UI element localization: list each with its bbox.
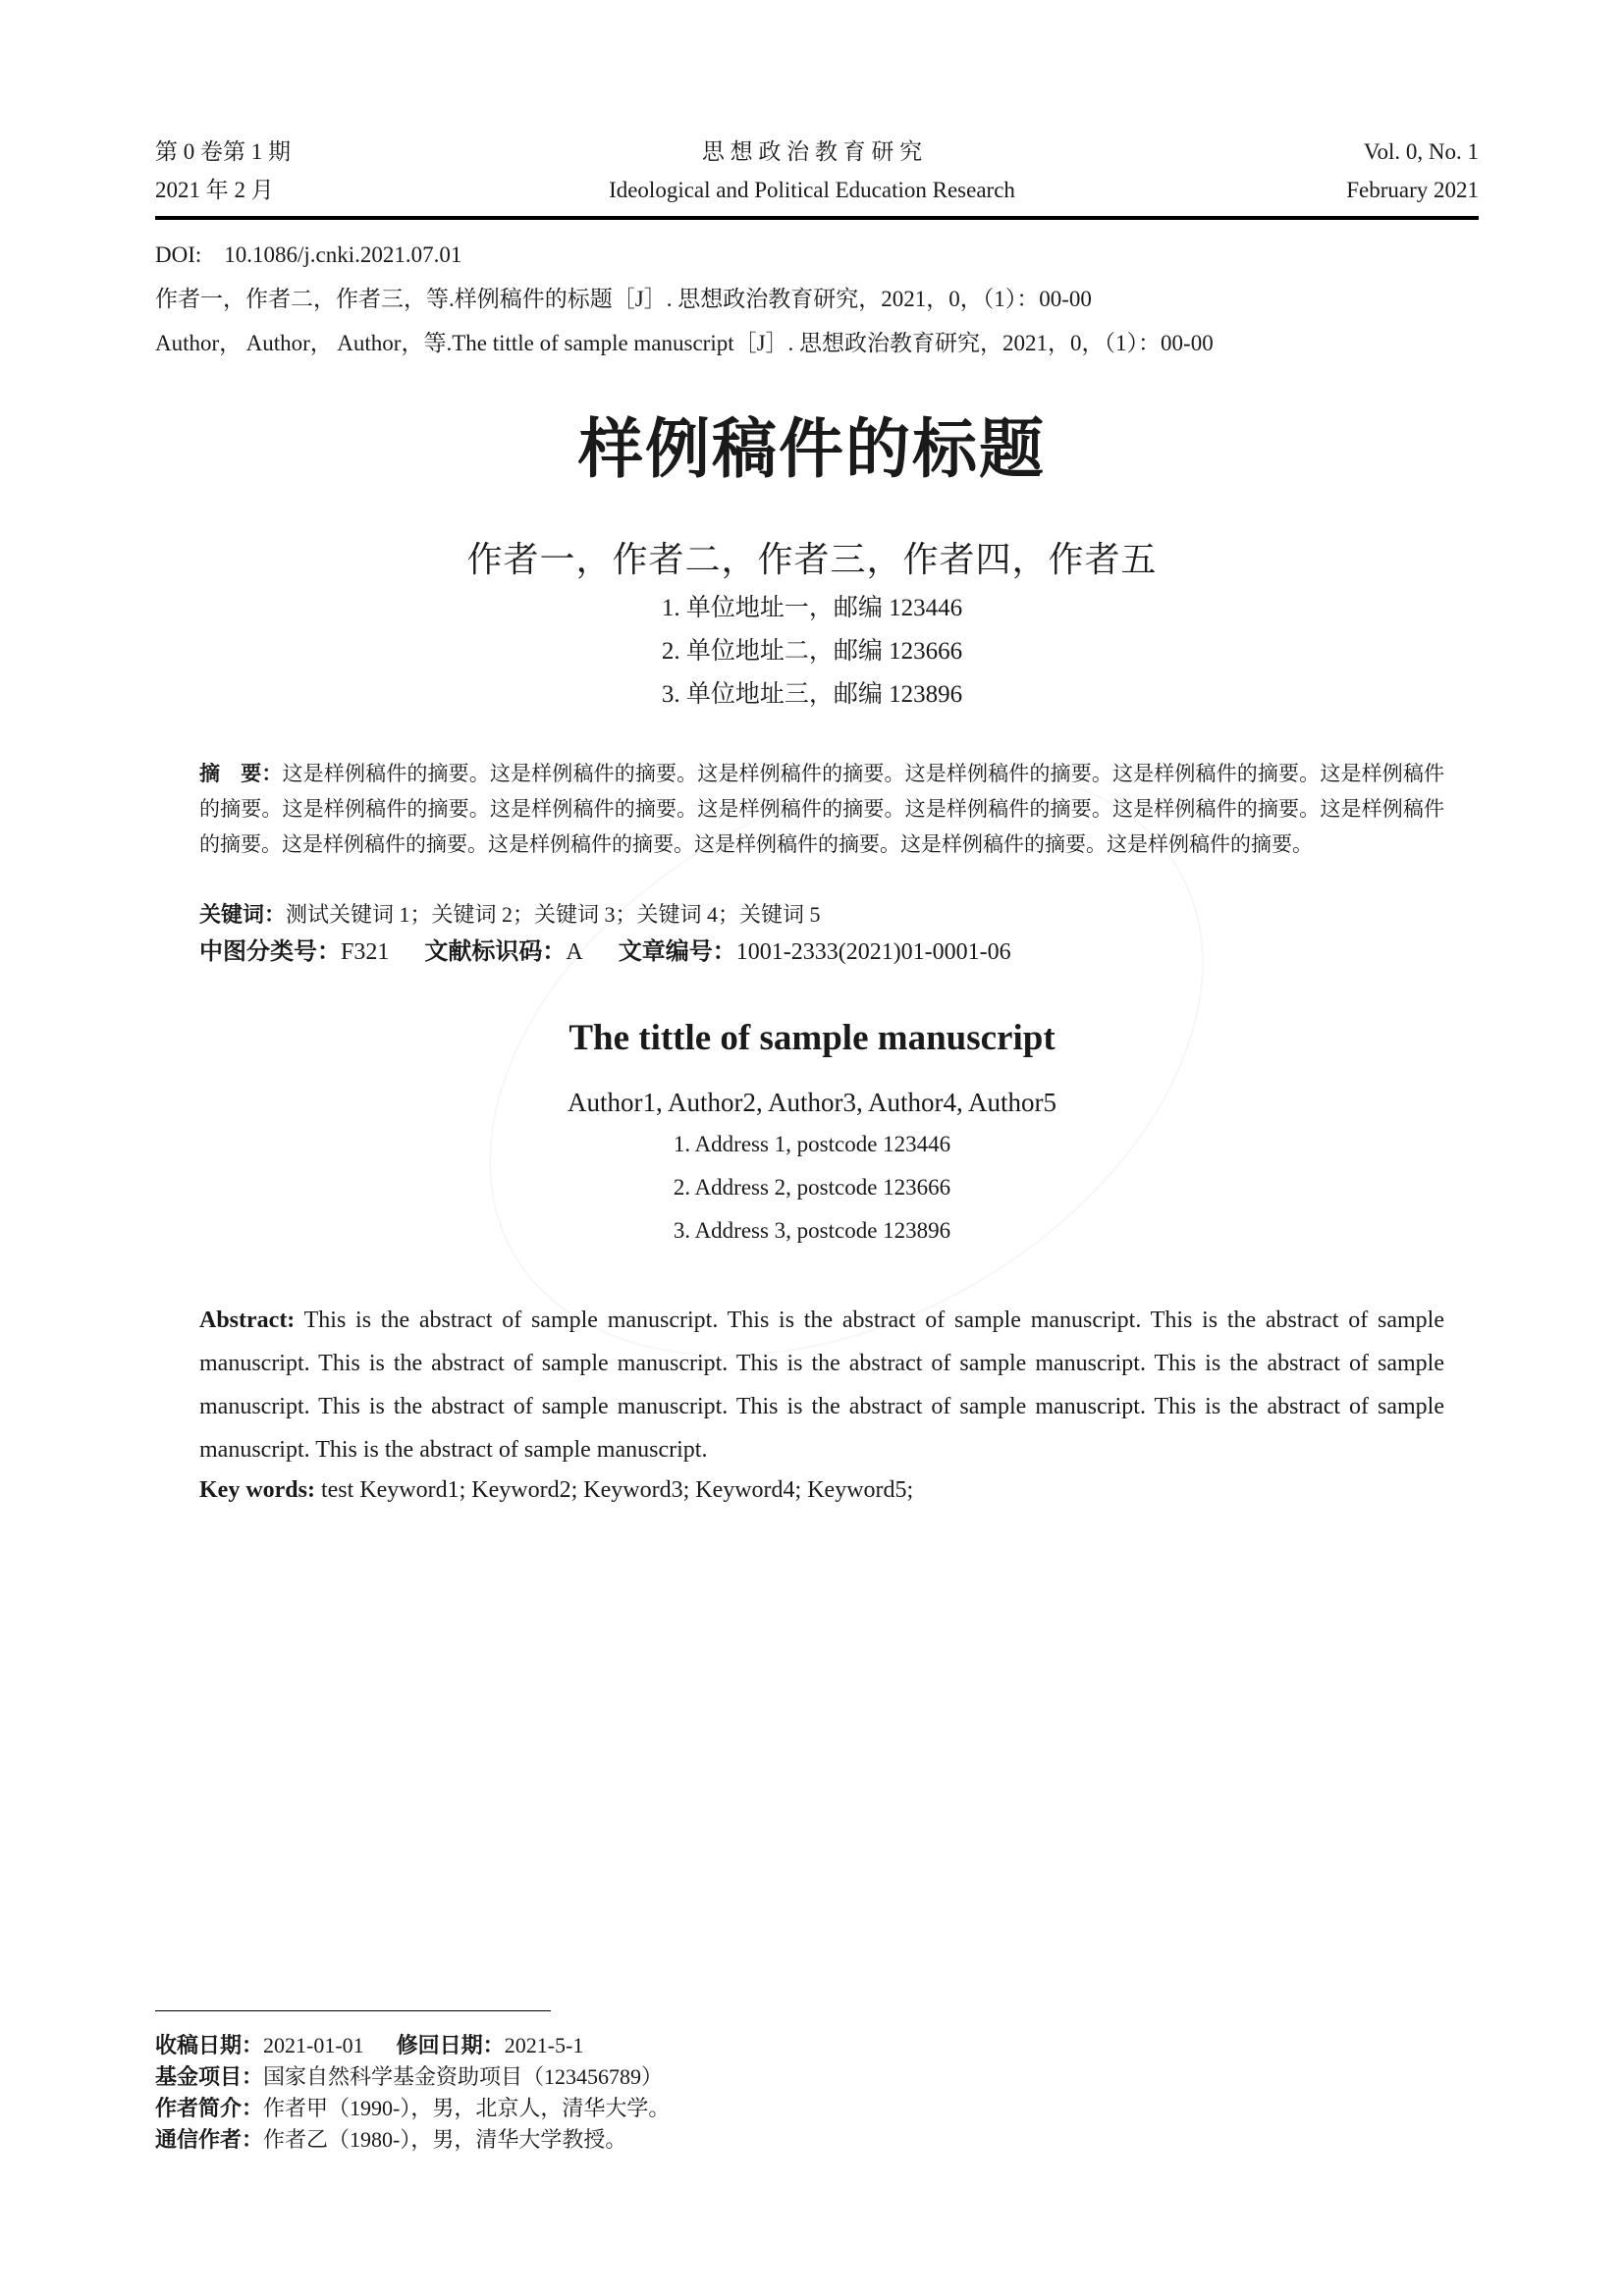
doi-value: 10.1086/j.cnki.2021.07.01 [224, 242, 462, 267]
corresponding-footnote [155, 2126, 626, 2155]
journal-name-en: Ideological and Political Education Research [609, 178, 1015, 202]
bio-footnote [155, 2095, 670, 2123]
abstract-cn [199, 756, 1444, 862]
bio-value: 作者甲（1990-），男，北京人，清华大学。 [263, 2096, 671, 2120]
header-rule [155, 216, 1479, 220]
keywords-en [199, 1474, 913, 1506]
doi-line [155, 241, 461, 269]
keywords-en-text: test Keyword1; Keyword2; Keyword3; Keyword4; Keyword5; [320, 1477, 914, 1503]
keywords-cn [199, 899, 821, 932]
authors-cn: 作者一，作者二，作者三，作者四，作者五 [466, 540, 1158, 579]
revised-label: 修回日期： [396, 2034, 505, 2058]
affiliation-cn-3: 3. 单位地址三，邮编 123896 [661, 681, 963, 708]
address-en-1: 1. Address 1, postcode 123446 [673, 1132, 951, 1156]
citation-en: Author， Author， Author，等.The tittle of sample manuscript［J］. 思想政治教育研究，2021，0，（1）：00-00 [155, 331, 1214, 355]
keywords-cn-text: 测试关键词 1；关键词 2；关键词 3；关键词 4；关键词 5 [286, 902, 821, 927]
corr-label: 通信作者： [155, 2128, 264, 2153]
journal-name-cn: 思 想 政 治 教 育 研 究 [701, 139, 923, 164]
fund-value: 国家自然科学基金资助项目（123456789） [263, 2064, 664, 2089]
affiliation-cn-1: 1. 单位地址一，邮编 123446 [661, 595, 963, 621]
bio-label: 作者简介： [155, 2097, 264, 2121]
fund-label: 基金项目： [155, 2065, 264, 2090]
doc-code-label: 文献标识码： [424, 937, 567, 965]
keywords-cn-label: 关键词： [199, 903, 287, 928]
keywords-en-label: Key words: [199, 1477, 315, 1503]
abstract-en-label: Abstract: [199, 1308, 296, 1333]
volume-issue-cn: 第 0 卷第 1 期 [155, 139, 291, 164]
received-label: 收稿日期： [155, 2034, 264, 2058]
abstract-en [199, 1299, 1444, 1471]
address-en-2: 2. Address 2, postcode 123666 [673, 1175, 951, 1200]
classification-line [199, 935, 1011, 968]
article-number-value: 1001-2333(2021)01-0001-06 [735, 939, 1011, 965]
clc-label: 中图分类号： [199, 937, 341, 965]
abstract-en-text: This is the abstract of sample manuscript. This is the abstract of sample manuscript. This is the abstract of sample manuscript. This is the abstract of sample manuscript. This is the abstract of sample manuscript. This is the abstract of sample manuscript. This is the abstract of sample manuscript. This is the abstract of sample manuscript. This is the abstract of sample manuscript. This is the abstract of sample manuscript. [199, 1308, 1444, 1463]
affiliation-cn-2: 2. 单位地址二，邮编 123666 [661, 638, 963, 665]
received-value: 2021-01-01 [263, 2033, 364, 2057]
doi-label: DOI: [155, 242, 202, 267]
dates-footnote [155, 2032, 583, 2060]
paper-title-en: The tittle of sample manuscript [568, 1018, 1056, 1058]
address-en-3: 3. Address 3, postcode 123896 [673, 1218, 951, 1243]
revised-value: 2021-5-1 [504, 2033, 584, 2057]
date-cn: 2021 年 2 月 [155, 178, 274, 202]
fund-footnote [155, 2063, 663, 2092]
citation-cn: 作者一，作者二，作者三，等.样例稿件的标题［J］. 思想政治教育研究，2021，0，（1）：00-00 [155, 287, 1092, 311]
article-number-label: 文章编号： [618, 937, 736, 965]
abstract-cn-text: 这是样例稿件的摘要。这是样例稿件的摘要。这是样例稿件的摘要。这是样例稿件的摘要。这是样例稿件的摘要。这是样例稿件的摘要。这是样例稿件的摘要。这是样例稿件的摘要。这是样例稿件的摘要。这是样例稿件的摘要。这是样例稿件的摘要。这是样例稿件的摘要。这是样例稿件的摘要。这是样例稿件的摘要。这是样例稿件的摘要。这是样例稿件的摘要。这是样例稿件的摘要。 [199, 762, 1444, 856]
abstract-cn-label: 摘 要： [199, 762, 283, 785]
footnote-rule [155, 2010, 551, 2011]
clc-value: F321 [341, 939, 390, 965]
date-en: February 2021 [1346, 178, 1479, 202]
authors-en: Author1, Author2, Author3, Author4, Author5 [568, 1088, 1056, 1117]
volume-issue-en: Vol. 0, No. 1 [1363, 139, 1479, 164]
corr-value: 作者乙（1980-），男，清华大学教授。 [263, 2127, 627, 2152]
doc-code-value: A [566, 939, 583, 965]
paper-title-cn: 样例稿件的标题 [578, 411, 1046, 487]
